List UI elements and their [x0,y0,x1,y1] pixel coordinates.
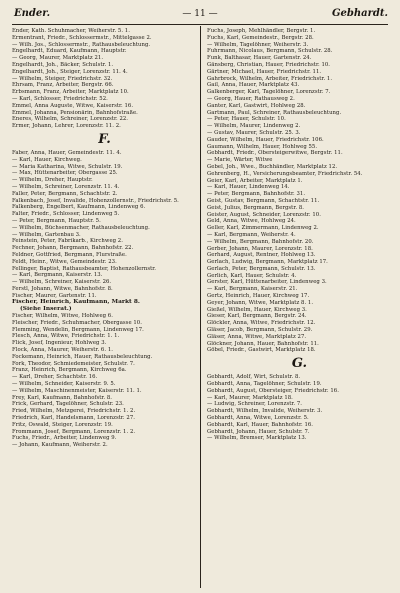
directory-entry: Fork, Theodor, Schmiedemeister, Schulstr. 7. [12,360,135,367]
directory-columns [12,28,390,588]
directory-entry: Geister, August, Schneider, Lorenzstr. 10. [207,211,321,218]
directory-entry: — Wilhelm, Schneider, Kaiserstr. 9. 5. [12,381,116,388]
running-header [0,8,400,24]
directory-entry: Fellinger, Baptist, Rathausbeamter, Hohenzollernstr. [12,265,157,272]
directory-entry: Geier, Karl, Arbeiter, Marktplatz 1. [207,177,303,184]
directory-entry: Fuhrmann, Nicolaus, Bergmann, Schulstr. 28. [207,48,333,55]
directory-entry: Fuchs, Joseph, Mehlhändler, Bergstr. 1. [207,28,316,34]
directory-entry: Fritz, Oswald, Steiger, Lorenzstr. 19. [12,421,113,428]
directory-entry: — Karl, Maurer, Marktplatz 18. [207,394,293,401]
directory-entry: Engelhardt, Joh., Steiger, Lorenzstr. 11. 4. [12,68,128,75]
directory-entry: Fischer, Maurer, Gartenstr. 11. [12,292,97,299]
directory-entry: Gerster, Karl, Hüttenarbeiter, Lindenweg 3. [207,279,327,286]
directory-entry: Geist, Gustav, Bergmann, Schachtstr. 11. [207,197,320,204]
directory-entry: — Georg, Maurer, Marktplatz 21. [12,55,104,62]
directory-entry: — Marie, Wärter, Witwe [207,157,273,164]
directory-entry: Eneres, Wilhelm, Schreiner, Lorenzstr. 22. [12,116,129,123]
directory-entry: Gail, Anna, Hauer, Marktplatz 43. [207,82,300,89]
directory-entry: Glöckler, Anna, Witwe, Friedrichstr. 12. [207,320,316,327]
directory-entry: — Maria Katharina, Witwe, Schulstr. 19. [12,163,123,170]
directory-entry: Friedrich, Karl, Handelsmann, Lorenzstr. 27. [12,415,135,422]
directory-entry: — Peter, Bergmann, Hauptstr. 5. [12,217,101,224]
directory-entry: Ender, Kath. Schuhmacher, Weiherstr. 5. 1. [12,28,130,34]
directory-entry: Faller, Peter, Bergmann, Schachtstr. 2. [12,190,118,197]
directory-entry: Flesch, Anna, Witwe, Friedrichstr. 1. 1. [12,333,120,340]
directory-entry: Gahrbrock, Wilhelm, Arbeiter, Friedrichstr. 1. [207,75,333,82]
directory-entry: Gerber, Johann, Maurer, Lorenzstr. 18. [207,245,313,252]
directory-entry: Gieser, Karl, Bergmann, Bergstr. 24. [207,313,307,320]
directory-entry: Ermentrant, Friedr., Schlossermstr., Mittelgasse 2. [12,34,152,41]
directory-entry: Gebhardt, Anna, Witwe, Lorenzstr. 5. [207,415,309,422]
directory-entry: — Karl, Schlosser, Friedrichstr. 52. [12,95,108,102]
directory-entry: Fischer, Heinrich, Kaufmann, Markt 8. [12,299,140,306]
section-letter-heading: G. [291,356,308,372]
directory-entry: Gehrenberg, H., Versicherungsbeamter, Friedrichstr. 54. [207,170,363,177]
directory-entry: Frick, Gerhard, Tagelöhner, Schulstr. 23. [12,401,124,408]
directory-entry: — Wilhelm, Maurer, Lindenweg 2. [207,123,301,130]
directory-entry: Gebhardt, Anna, Tagelöhner, Schulstr. 19. [207,381,322,388]
directory-entry: Frommann, Josef, Bergmann, Lorenzstr. 1. 2. [12,428,136,435]
directory-entry: — Wilhelm, Dreher, Hauptstr. [12,177,93,184]
directory-entry: Flock, Anna, Maurer, Weiherstr. 6. 1. [12,347,113,354]
directory-entry: Göbel, Friedr., Gastwirt, Marktplatz 18. [207,347,316,354]
directory-entry: Fuchs, Karl, Gemeindestr., Bergstr. 28. [207,34,314,41]
directory-entry: Gläser, Anna, Witwe, Marktplatz 27. [207,333,307,340]
directory-entry: — Wilh. Jos., Schlossermstr., Rathausbeleuchtung. [12,41,151,48]
directory-entry: — Georg, Hauer, Rathausweg 2. [207,95,295,102]
directory-entry: Falkenbach, Josef, Invalide, Hohenzollernstr., Friedrichstr. 5. [12,197,179,204]
directory-entry: Gebel, Joh., Wwe., Buchhändler, Marktplatz 12. [207,163,338,170]
directory-entry: Fleischer, Friedr., Schuhmacher, Obergasse 10. [12,319,142,326]
directory-entry: Gaumann, Wilhelm, Hauer, Hohlweg 55. [207,143,318,150]
directory-entry: Emmel, Anna Auguste, Witwe, Kaiserstr. 16. [12,102,134,109]
directory-entry: Gebhardt, Friedr., Obersteigerwitwe, Bergstr. 11. [207,150,343,157]
directory-entry: Gerhard, August, Rentner, Hohlweg 13. [207,252,316,259]
header-rule [12,24,388,25]
directory-entry: Geller, Karl, Zimmermann, Lindenweg 2. [207,225,319,232]
directory-entry: Ganter, Karl, Gastwirt, Hohlweg 28. [207,102,306,109]
directory-entry: Flick, Josef, Ingenieur, Hohlweg 3. [12,340,107,347]
directory-entry: Gebhardt, Wilhelm, Invalide, Weiherstr. 3. [207,408,323,415]
directory-entry: — Karl, Hauer, Lindenweg 14. [207,184,290,191]
directory-entry: (Siehe Inserat.) [20,306,72,313]
directory-entry: Engelhardt, Eduard, Kaufmann, Hauptstr. [12,48,127,55]
directory-entry: Funk, Balthasar, Hauer, Gartenstr. 24. [207,55,312,62]
directory-entry: Ermer, Johann, Lehrer, Lorenzstr. 11. 2. [12,123,121,130]
directory-entry: — Ludwig, Schreiner, Lorenzstr. 7. [207,401,303,408]
directory-entry: Gebhardt, August, Obersteiger, Friedrichstr. 16. [207,387,339,394]
directory-entry: Fockemann, Heinrich, Hauer, Rathausbeleuchtung. [12,353,153,360]
directory-entry: — Wilhelm, Maschinenmeister, Kaiserstr. 11. 1. [12,387,142,394]
directory-entry: — Wilhelm, Steiger, Friedrichstr. 32. [12,75,113,82]
directory-entry: Gertz, Heinrich, Hauer, Kirchweg 17. [207,293,310,300]
directory-entry: Gebhardt, Karl, Hauer, Bahnhofstr. 16. [207,421,314,428]
directory-entry: Flemming, Wendelin, Bergmann, Lindenweg 17. [12,326,144,333]
directory-entry: Frey, Karl, Kaufmann, Bahnhofstr. 8. [12,394,113,401]
directory-entry: Gerlach, Ludwig, Bergmann, Marktplatz 17. [207,259,328,266]
header-left-catchword: Ender. [14,8,51,19]
directory-entry: Gartmann, Paul, Schreiner, Rathausbeleuchtung. [207,109,342,116]
directory-entry: — Gustav, Maurer, Schulstr. 25. 3. [207,129,301,136]
directory-entry: Fechner, Johann, Bergmann, Bahnhofstr. 22. [12,245,134,252]
directory-entry: Gebhardt, Adolf, Wirt, Schulstr. 8. [207,374,301,381]
directory-entry: Ferstl, Johann, Witwe, Bahnhofstr. 8. [12,285,113,292]
directory-entry: Feldt, Heinr., Witwe, Gemeindestr. 23. [12,258,117,265]
directory-entry: Glöckner, Johann, Hauer, Bahnhofstr. 11. [207,340,319,347]
directory-entry: Feldner, Gottfried, Bergmann, Flurstraße. [12,251,127,258]
directory-entry: Faber, Anna, Hauer, Gemeindestr. 11. 4. [12,149,122,156]
directory-entry: Engelhardt, Joh., Bäcker, Schulstr. 1. [12,61,114,68]
directory-entry: Gießel, Wilhelm, Hauer, Kirchweg 3. [207,306,307,313]
directory-entry: Ehrsam, Franz, Arbeiter, Bergstr. 66. [12,82,114,89]
directory-entry: Geld, Anna, Witwe, Hohlweg 24. [207,218,296,225]
directory-entry: Gläser, Jacob, Bergmann, Schulstr. 29. [207,327,313,334]
directory-entry: — Wilhelm, Büchsenmacher, Rathausbeleuchtung. [12,224,150,231]
header-right-catchword: Gebhardt. [331,8,388,19]
directory-entry: Geyer, Johann, Witwe, Marktplatz 8. 1. [207,299,314,306]
directory-entry: Feinstein, Peter, Fabrikarb., Kirchweg 2. [12,238,123,245]
directory-entry: — Karl, Bergmann, Weiherstr. 4. [207,231,296,238]
directory-entry: Gänsberg, Christian, Hauer, Friedrichstr. 10. [207,61,331,68]
directory-entry: Erbsmann, Franz, Arbeiter, Marktplatz 10. [12,89,129,96]
directory-entry: — Johann, Kaufmann, Weiherstr. 2. [12,442,108,449]
directory-entry: — Wilhelm, Tagelöhner, Weiherstr. 3. [207,41,309,48]
directory-entry: Emmel, Johanna, Pensionärin, Bahnhofstraße. [12,109,138,116]
directory-entry: — Karl, Dreher, Schachtstr. 16. [12,374,98,381]
directory-entry: Galkenberger, Karl, Tagelöhner, Lorenzstr. 7. [207,89,331,96]
directory-entry: Geist, Julius, Bergmann, Bergstr. 8. [207,204,304,211]
page-number: — 11 — [182,9,218,19]
directory-entry: Fischer, Wilhelm, Witwe, Hohlweg 6. [12,313,113,320]
directory-entry: — Peter, Hauer, Schulstr. 10. [207,116,286,123]
directory-entry: — Wilhelm, Schreiner, Kaiserstr. 26. [12,279,112,286]
directory-entry: Falter, Friedr., Schlosser, Lindenweg 5. [12,211,120,218]
directory-entry: Gerlich, Karl, Hauer, Schulstr. 4. [207,272,297,279]
directory-entry: — Wilhelm, Bremser, Marktplatz 13. [207,435,307,442]
directory-entry: — Peter, Bergmann, Bahnhofstr. 31. [207,191,306,198]
directory-entry: Fried, Wilhelm, Metzgerei, Friedrichstr. 1. 2. [12,408,136,415]
directory-entry: Gauder, Wilhelm, Hauer, Friedrichstr. 106. [207,136,324,143]
directory-entry: — Karl, Hauer, Kirchweg. [12,156,82,163]
directory-entry: — Wilhelm, Gartenbau 3. [12,231,81,238]
directory-entry: — Wilhelm, Schreiner, Lorenzstr. 11. 4. [12,183,120,190]
section-letter-heading: F. [98,131,111,147]
directory-entry: — Karl, Bergmann, Kaiserstr. 13. [12,272,103,279]
right-column [207,28,392,588]
directory-entry: Gebhardt, Johann, Hauer, Schulstr. 7. [207,428,310,435]
left-column [12,28,197,588]
directory-entry: Franz, Heinrich, Bergmann, Kirchweg 6a. [12,367,127,374]
directory-entry: — Karl, Bergmann, Kaiserstr. 21. [207,286,298,293]
directory-entry: Gerlach, Peter, Bergmann, Schulstr. 13. [207,265,316,272]
directory-entry: Falkenberg, Engelbert, Kaufmann, Lindenweg 6. [12,204,146,211]
directory-entry: — Max, Hüttenarbeiter, Obergasse 25. [12,170,118,177]
directory-entry: — Wilhelm, Bergmann, Bahnhofstr. 20. [207,238,314,245]
directory-entry: Fuchs, Friedr., Arbeiter, Lindenweg 9. [12,435,117,442]
directory-entry: Gärtner, Michael, Hauer, Friedrichstr. 11. [207,68,322,75]
